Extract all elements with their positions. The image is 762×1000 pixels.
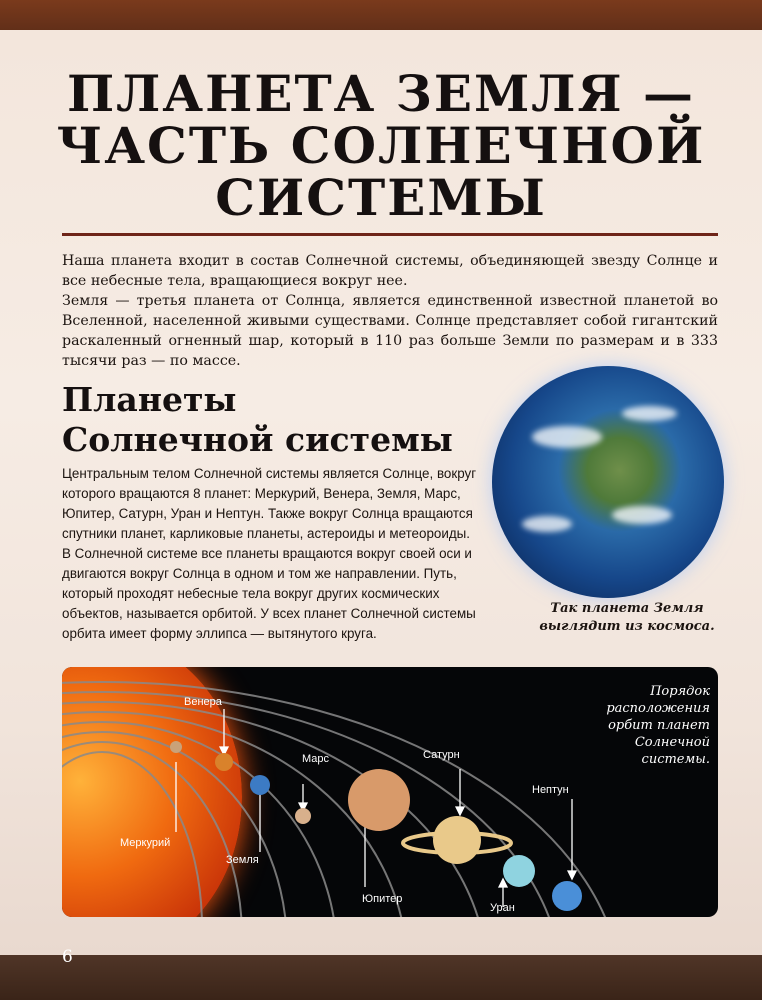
orbit-order-caption: Порядок расположения орбит планет Солнечной системы. bbox=[606, 684, 710, 767]
label-venus: Венера bbox=[184, 696, 222, 708]
intro-paragraph-1: Наша планета входит в состав Солнечной системы, объединяющей звезду Солнце и все небесные тела, вращающиеся вокруг нее. bbox=[62, 253, 718, 289]
cloud-shape bbox=[522, 516, 572, 532]
solar-system-diagram bbox=[62, 667, 718, 917]
planet-venus bbox=[215, 753, 233, 771]
section-paragraph-2: В Солнечной системе все планеты вращаются вокруг своей оси и двигаются вокруг Солнца в одном и том же направлении. Путь, который проходят небесные тела вокруг других космических объектов, называется орбитой. У всех планет Солнечной системы орбита имеет форму эллипса — вытянутого круга. bbox=[62, 546, 476, 641]
cloud-shape bbox=[622, 406, 677, 421]
cloud-shape bbox=[532, 426, 602, 448]
intro-text bbox=[62, 251, 718, 371]
orbit-venus bbox=[62, 742, 242, 917]
earth-caption: Так планета Земля выглядит из космоса. bbox=[539, 601, 715, 634]
section-paragraph-1: Центральным телом Солнечной системы является Солнце, вокруг которого вращаются 8 планет: Меркурий, Венера, Земля, Марс, Юпитер, Сатурн, Уран и Нептун. Также вокруг Солнца вращаются спутники планет, карликовые планеты, астероиды и метеороиды. bbox=[62, 466, 477, 541]
cloud-shape bbox=[612, 506, 672, 524]
page-number: 6 bbox=[62, 947, 73, 967]
title-divider bbox=[62, 233, 718, 236]
page-title: ПЛАНЕТА ЗЕМЛЯ — ЧАСТЬ СОЛНЕЧНОЙ СИСТЕМЫ bbox=[56, 64, 706, 227]
earth-globe-image bbox=[492, 366, 724, 598]
intro-paragraph-2: Земля — третья планета от Солнца, является единственной известной планетой во Вселенной, населенной живыми существами. Солнце представляет собой гигантский раскаленный огненный шар, который в 110 раз больше Земли по размерам и в 333 тысячи раз — по массе. bbox=[62, 293, 718, 369]
orbit-lines bbox=[62, 682, 622, 917]
label-mars: Марс bbox=[302, 753, 330, 765]
orbit-uranus bbox=[62, 692, 562, 917]
planet-saturn bbox=[433, 816, 481, 864]
orbit-neptune bbox=[62, 682, 622, 917]
label-saturn: Сатурн bbox=[423, 749, 460, 761]
label-uranus: Уран bbox=[490, 902, 515, 914]
section-body bbox=[62, 464, 492, 644]
planet-jupiter bbox=[348, 769, 410, 831]
section-title: Планеты Солнечной системы bbox=[62, 380, 453, 459]
planet-mars bbox=[295, 808, 311, 824]
label-mercury: Меркурий bbox=[120, 837, 171, 849]
label-earth: Земля bbox=[226, 854, 259, 866]
planet-neptune bbox=[552, 881, 582, 911]
label-jupiter: Юпитер bbox=[362, 893, 403, 905]
planet-mercury bbox=[170, 741, 182, 753]
planet-earth bbox=[250, 775, 270, 795]
label-neptune: Нептун bbox=[532, 784, 569, 796]
planets bbox=[170, 741, 582, 911]
orbit-earth bbox=[62, 732, 287, 917]
planet-uranus bbox=[503, 855, 535, 887]
